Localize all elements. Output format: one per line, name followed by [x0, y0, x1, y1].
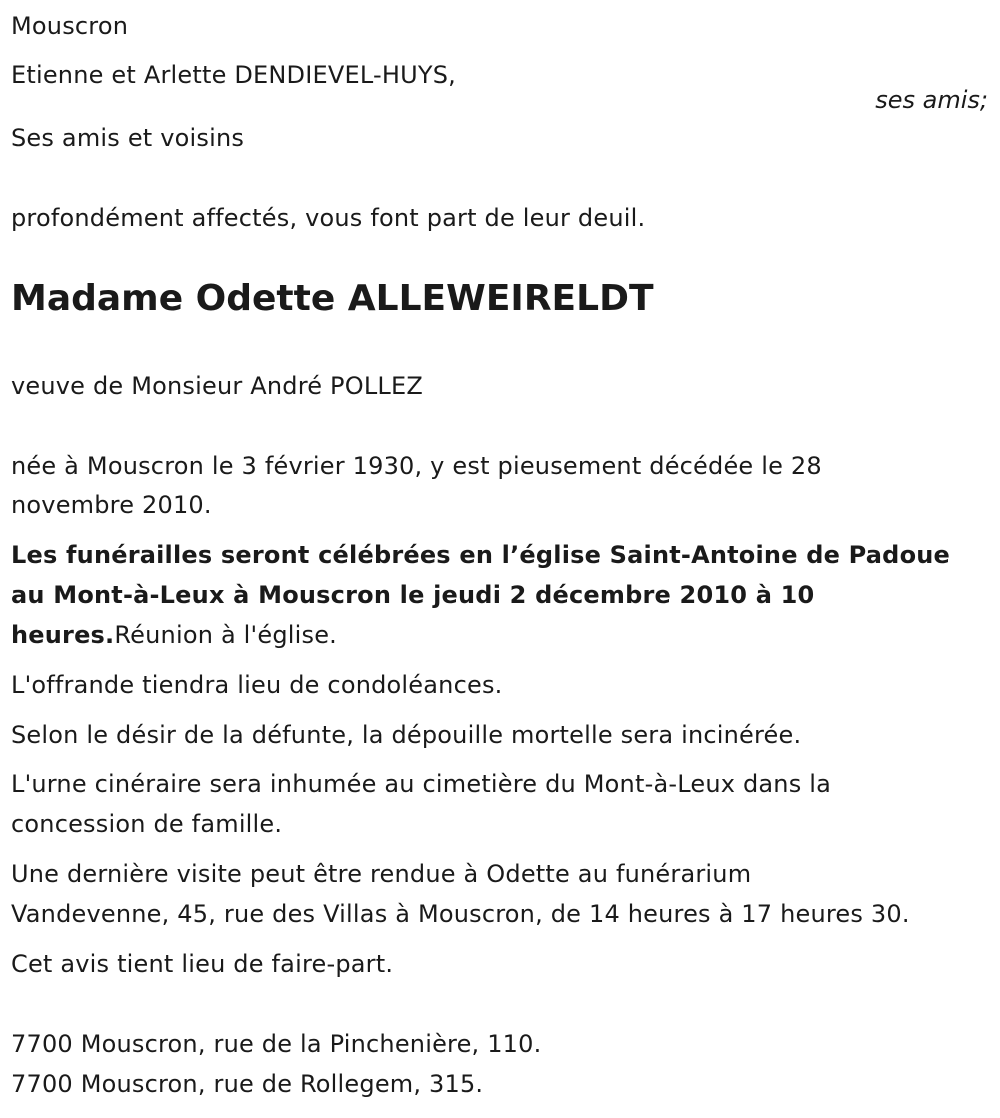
funeral-hours: heures. [11, 621, 115, 649]
announcement-line: profondément affectés, vous font part de leur deuil. [11, 204, 646, 232]
urn-line-1: L'urne cinéraire sera inhumée au cimetière du Mont-à-Leux dans la [11, 770, 832, 798]
urn-line-2: concession de famille. [11, 810, 283, 838]
address-line: 7700 Mouscron, rue de la Pinchenière, 110. [11, 1030, 542, 1058]
birth-death-line-2: novembre 2010. [11, 491, 212, 519]
address-line: 7700 Mouscron, rue de Rollegem, 315. [11, 1070, 484, 1098]
city-heading: Mouscron [11, 12, 129, 40]
friends-right-text: ses amis; [875, 86, 988, 114]
neighbors-line: Ses amis et voisins [11, 124, 245, 152]
cremation-line: Selon le désir de la défunte, la dépouille mortelle sera incinérée. [11, 721, 802, 749]
funeral-line-1: Les funérailles seront célébrées en l’église Saint-Antoine de Padoue [11, 541, 951, 569]
funeral-line-2: au Mont-à-Leux à Mouscron le jeudi 2 décembre 2010 à 10 [11, 581, 815, 609]
birth-death-line-1: née à Mouscron le 3 février 1930, y est pieusement décédée le 28 [11, 452, 822, 480]
widow-of-line: veuve de Monsieur André POLLEZ [11, 372, 423, 400]
visit-line-1: Une dernière visite peut être rendue à Odette au funérarium [11, 860, 752, 888]
deceased-name: Madame Odette ALLEWEIRELDT [11, 278, 654, 319]
visit-line-2: Vandevenne, 45, rue des Villas à Mouscron, de 14 heures à 17 heures 30. [11, 900, 910, 928]
funeral-line-3 [11, 615, 337, 655]
offering-line: L'offrande tiendra lieu de condoléances. [11, 671, 503, 699]
meeting-text: Réunion à l'église. [114, 621, 337, 649]
notice-line: Cet avis tient lieu de faire-part. [11, 950, 394, 978]
family-line: Etienne et Arlette DENDIEVEL-HUYS, [11, 61, 457, 89]
